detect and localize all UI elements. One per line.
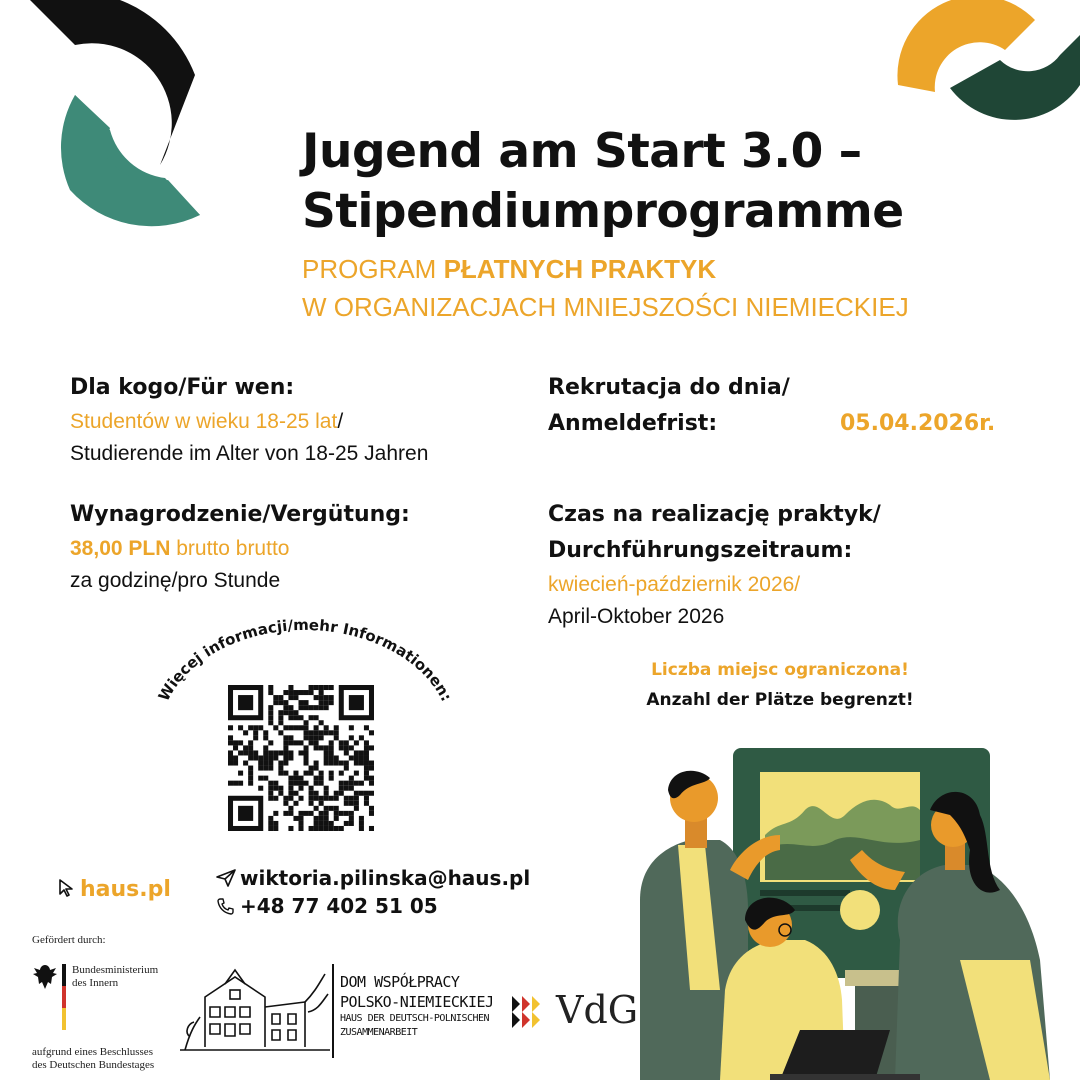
- period-heading-2: Durchführungszeitraum:: [548, 538, 853, 563]
- pay-amount: 38,00 PLN: [70, 537, 171, 560]
- period-line-1: kwiecień-październik 2026/: [548, 573, 801, 596]
- resolution-text: [32, 1046, 154, 1072]
- deadline-heading-2: Anmeldefrist:: [548, 411, 718, 436]
- limited-de: Anzahl der Plätze begrenzt!: [646, 690, 914, 710]
- house-drawing-icon: [180, 962, 330, 1054]
- subtitle-line-2: W ORGANIZACJACH MNIEJSZOŚCI NIEMIECKIEJ: [302, 292, 909, 322]
- qr-arc-text: Więcej informacji/mehr Informationen:: [154, 615, 456, 705]
- page-subtitle: [302, 250, 1062, 326]
- target-heading: Dla kogo/Für wen:: [70, 375, 295, 400]
- ministry-logo: [30, 962, 180, 1032]
- send-icon: [216, 869, 236, 887]
- dom-line-3: HAUS DER DEUTSCH-POLNISCHEN: [340, 1013, 490, 1024]
- period-heading-1: Czas na realizację praktyk/: [548, 502, 881, 527]
- contact-block: [216, 864, 530, 920]
- vdg-text: VdG: [556, 988, 639, 1032]
- ministry-line-1: Bundesministerium: [72, 964, 159, 976]
- target-line-1: Studentów w wieku 18-25 lat: [70, 410, 338, 433]
- vdg-flag-icon: [512, 996, 544, 1028]
- limited-pl: Liczba miejsc ograniczona!: [651, 660, 909, 680]
- dom-divider: [332, 964, 334, 1058]
- pay-heading: Wynagrodzenie/Vergütung:: [70, 502, 410, 527]
- resolution-line-1: aufgrund eines Beschlusses: [32, 1046, 153, 1058]
- dom-line-1: DOM WSPÓŁPRACY: [340, 973, 460, 991]
- ministry-line-2: des Innern: [72, 977, 119, 989]
- target-sep: /: [337, 410, 344, 433]
- deadline-section: [548, 370, 1048, 442]
- eagle-icon: [30, 962, 60, 992]
- limited-notice: [580, 655, 980, 715]
- deadline-heading-1: Rekrutacja do dnia/: [548, 375, 790, 400]
- page-title: [302, 122, 1062, 242]
- subtitle-pre: PROGRAM: [302, 254, 444, 284]
- dom-line-2: POLSKO-NIEMIECKIEJ: [340, 993, 494, 1011]
- period-line-2: April-Oktober 2026: [548, 605, 725, 628]
- dom-line-4: ZUSAMMENARBEIT: [340, 1027, 418, 1038]
- subtitle-bold: PŁATNYCH PRAKTYK: [443, 254, 717, 284]
- period-section: [548, 497, 1048, 633]
- cursor-icon: [58, 878, 76, 898]
- funded-by-label: Gefördert durch:: [32, 934, 106, 946]
- target-section: [70, 370, 520, 470]
- website-link[interactable]: [58, 876, 171, 904]
- qr-code[interactable]: [228, 685, 374, 831]
- target-line-2: Studierende im Alter von 18-25 Jahren: [70, 442, 429, 465]
- phone-icon: [216, 897, 236, 915]
- dark-green-arc-shape: [950, 35, 1080, 120]
- email-text[interactable]: wiktoria.pilinska@haus.pl: [240, 866, 531, 890]
- resolution-line-2: des Deutschen Bundestages: [32, 1059, 155, 1071]
- pay-line-2: za godzinę/pro Stunde: [70, 569, 281, 592]
- dom-logo-text: [340, 972, 494, 1040]
- deadline-date: 05.04.2026r.: [840, 411, 996, 436]
- title-line-1: Jugend am Start 3.0 –: [302, 124, 862, 179]
- pay-section: [70, 497, 520, 597]
- title-line-2: Stipendiumprogramme: [302, 184, 904, 239]
- email-row[interactable]: [216, 864, 530, 892]
- phone-row[interactable]: [216, 892, 530, 920]
- pay-amount-suffix: brutto brutto: [170, 537, 290, 560]
- team-illustration: [630, 740, 1080, 1080]
- phone-text[interactable]: +48 77 402 51 05: [240, 894, 438, 918]
- website-text[interactable]: haus.pl: [80, 877, 171, 902]
